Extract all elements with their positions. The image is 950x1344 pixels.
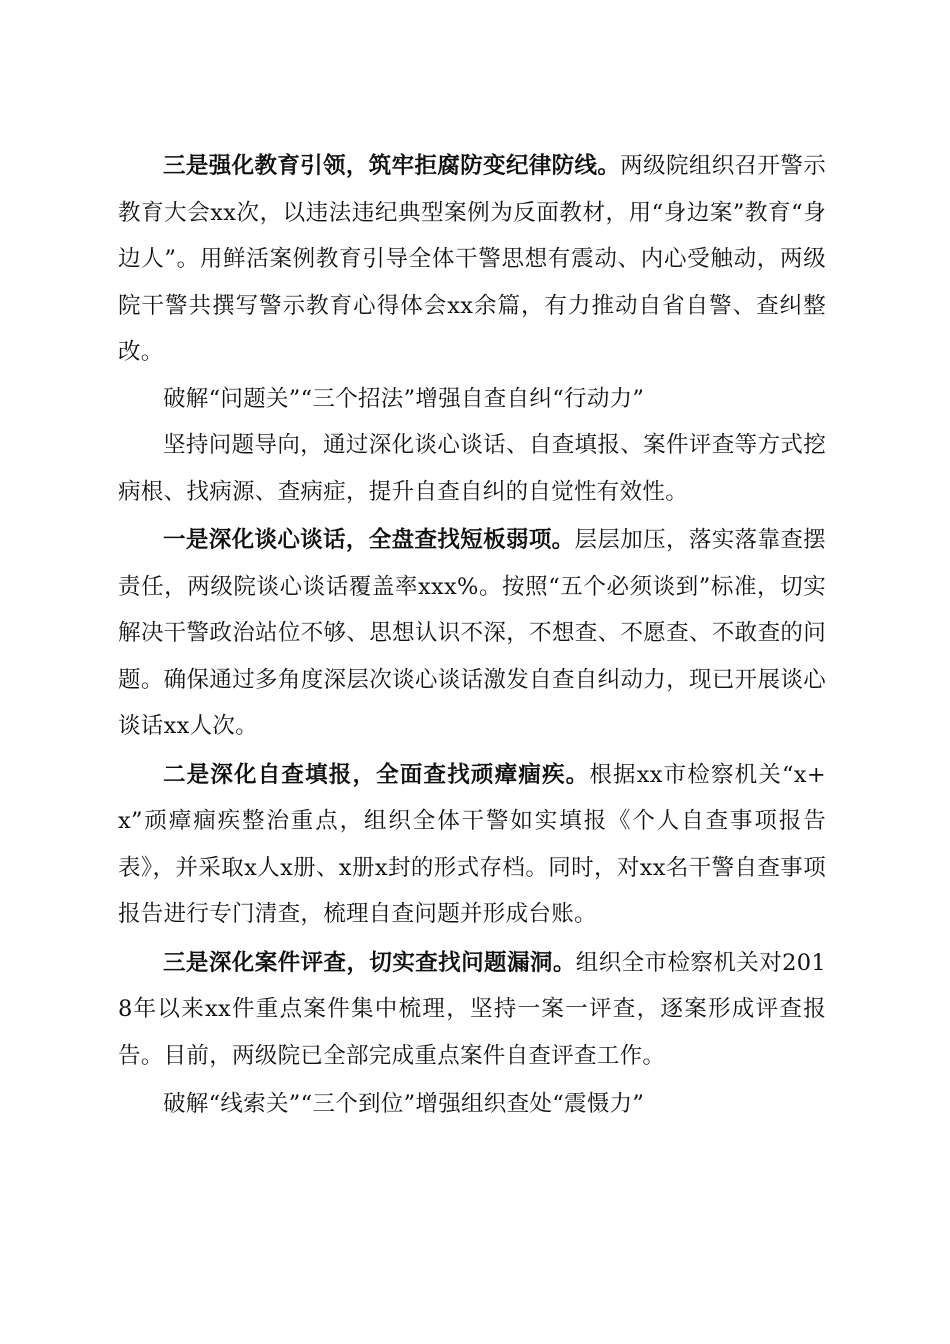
section-heading-problem xyxy=(118,376,826,423)
paragraph-lead: 二是深化自查填报，全面查找顽瘴痼疾。 xyxy=(163,761,590,788)
paragraph-text: 两级院组织召开警示教育大会xx次，以违法违纪典型案例为反面教材，用“身边案”教育“身边人”。用鲜活案例教育引导全体干警思想有震动、内心受触动，两级院干警共撰写警示教育心得体会xx余篇，有力推动自省自警、查纠整改。 xyxy=(118,153,826,365)
paragraph-text: 根据xx市检察机关“x+x”顽瘴痼疾整治重点，组织全体干警如实填报《个人自查事项报告表》，并采取x人x册、x册x封的形式存档。同时，对xx名干警自查事项报告进行专门清查，梳理自查问题并形成台账。 xyxy=(118,761,826,927)
paragraph-lead: 三是强化教育引领，筑牢拒腐防变纪律防线。 xyxy=(163,153,621,179)
paragraph-lead: 一是深化谈心谈话，全盘查找短板弱项。 xyxy=(163,527,575,553)
paragraph-text: 坚持问题导向，通过深化谈心谈话、自查填报、案件评查等方式挖病根、找病源、查病症，提升自查自纠的自觉性有效性。 xyxy=(118,432,826,505)
heading-text: 破解“问题关”“三个招法”增强自查自纠“行动力” xyxy=(163,385,645,412)
paragraph-education xyxy=(118,143,826,376)
document-body xyxy=(118,143,826,1128)
section-heading-clues xyxy=(118,1081,826,1128)
paragraph-text: 层层加压，落实落靠查摆责任，两级院谈心谈话覆盖率xxx%。按照“五个必须谈到”标准，切实解决干警政治站位不够、思想认识不深，不想查、不愿查、不敢查的问题。确保通过多角度深层次谈心谈话激发自查自纠动力，现已开展谈心谈话xx人次。 xyxy=(118,527,826,739)
paragraph-talks xyxy=(118,517,826,750)
paragraph-case-review xyxy=(118,940,826,1080)
paragraph-self-report xyxy=(118,752,826,938)
paragraph-lead: 三是深化案件评查，切实查找问题漏洞。 xyxy=(163,949,576,976)
paragraph-problem-intro xyxy=(118,422,826,515)
heading-text: 破解“线索关”“三个到位”增强组织查处“震慑力” xyxy=(163,1091,645,1117)
paragraph-text: 组织全市检察机关对2018年以来xx件重点案件集中梳理，坚持一案一评查，逐案形成评查报告。目前，两级院已全部完成重点案件自查评查工作。 xyxy=(118,949,826,1069)
